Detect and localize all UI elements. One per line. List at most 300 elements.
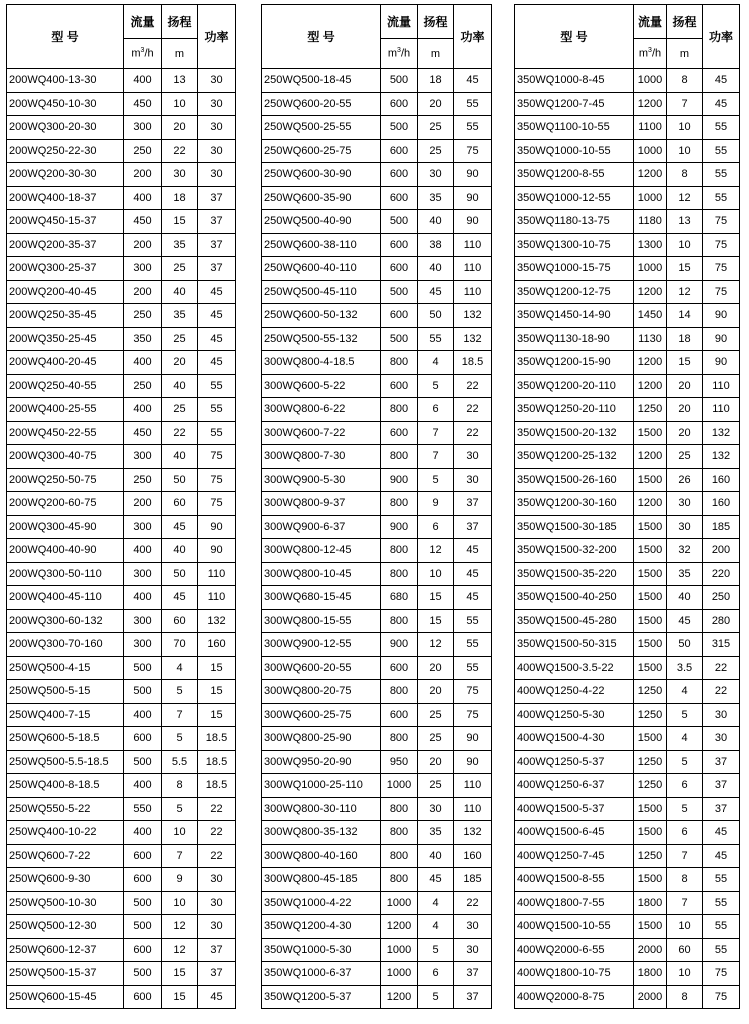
model-cell: 200WQ300-70-160 <box>7 633 124 657</box>
power-cell: 55 <box>703 938 740 962</box>
table-row <box>262 445 492 469</box>
table-row <box>515 938 740 962</box>
flow-cell: 900 <box>381 468 418 492</box>
table-row <box>515 680 740 704</box>
flow-cell: 1500 <box>634 468 667 492</box>
power-cell: 30 <box>198 139 236 163</box>
power-cell: 55 <box>198 398 236 422</box>
flow-cell: 900 <box>381 515 418 539</box>
power-cell: 22 <box>454 421 492 445</box>
pump-spec-table-2 <box>261 4 492 1009</box>
model-cell: 250WQ500-45-110 <box>262 280 381 304</box>
table-row <box>515 421 740 445</box>
power-cell: 132 <box>454 304 492 328</box>
flow-cell: 600 <box>124 985 162 1009</box>
flow-cell: 200 <box>124 163 162 187</box>
model-cell: 400WQ1250-5-37 <box>515 750 634 774</box>
power-cell: 37 <box>198 938 236 962</box>
power-cell: 55 <box>703 116 740 140</box>
head-cell: 50 <box>667 633 703 657</box>
power-cell: 75 <box>703 962 740 986</box>
head-cell: 40 <box>418 210 454 234</box>
flow-cell: 250 <box>124 139 162 163</box>
power-cell: 55 <box>454 116 492 140</box>
flow-unit-base: m <box>638 47 649 60</box>
table-row <box>7 468 236 492</box>
power-cell: 75 <box>198 492 236 516</box>
head-cell: 40 <box>667 586 703 610</box>
model-cell: 250WQ500-5.5-18.5 <box>7 750 124 774</box>
table-row <box>7 562 236 586</box>
model-cell: 200WQ400-18-37 <box>7 186 124 210</box>
power-cell: 160 <box>198 633 236 657</box>
power-cell: 45 <box>454 69 492 93</box>
flow-cell: 200 <box>124 233 162 257</box>
head-cell: 7 <box>667 891 703 915</box>
flow-cell: 450 <box>124 210 162 234</box>
power-cell: 90 <box>198 515 236 539</box>
flow-cell: 1200 <box>634 445 667 469</box>
model-cell: 250WQ500-25-55 <box>262 116 381 140</box>
flow-cell: 1200 <box>634 92 667 116</box>
header-row <box>7 5 236 39</box>
flow-cell: 400 <box>124 586 162 610</box>
table-row <box>7 821 236 845</box>
head-cell: 6 <box>418 515 454 539</box>
table-row <box>7 633 236 657</box>
flow-cell: 1500 <box>634 915 667 939</box>
model-cell: 300WQ600-5-22 <box>262 374 381 398</box>
power-cell: 55 <box>454 656 492 680</box>
power-cell: 45 <box>454 539 492 563</box>
table-row <box>7 915 236 939</box>
model-cell: 400WQ1250-4-22 <box>515 680 634 704</box>
table-row <box>7 727 236 751</box>
head-cell: 20 <box>418 656 454 680</box>
head-cell: 15 <box>418 609 454 633</box>
head-cell: 4 <box>667 727 703 751</box>
table-row <box>7 257 236 281</box>
flow-cell: 400 <box>124 539 162 563</box>
table-row <box>262 304 492 328</box>
flow-cell: 500 <box>381 280 418 304</box>
flow-cell: 600 <box>124 844 162 868</box>
model-cell: 300WQ800-30-110 <box>262 797 381 821</box>
model-cell: 200WQ250-40-55 <box>7 374 124 398</box>
head-cell: 13 <box>162 69 198 93</box>
head-cell: 5 <box>667 797 703 821</box>
flow-cell: 800 <box>381 539 418 563</box>
flow-cell: 1000 <box>381 891 418 915</box>
table-row <box>262 727 492 751</box>
head-cell: 20 <box>418 750 454 774</box>
table-row <box>262 139 492 163</box>
flow-cell: 300 <box>124 633 162 657</box>
head-cell: 6 <box>667 774 703 798</box>
model-cell: 350WQ1250-20-110 <box>515 398 634 422</box>
head-cell: 18 <box>418 69 454 93</box>
flow-cell: 400 <box>124 351 162 375</box>
model-cell: 400WQ1500-6-45 <box>515 821 634 845</box>
flow-cell: 1250 <box>634 750 667 774</box>
model-cell: 300WQ800-4-18.5 <box>262 351 381 375</box>
flow-cell: 600 <box>381 186 418 210</box>
head-cell: 45 <box>418 868 454 892</box>
head-cell: 20 <box>418 92 454 116</box>
flow-cell: 1500 <box>634 821 667 845</box>
head-cell: 7 <box>162 703 198 727</box>
power-cell: 45 <box>198 327 236 351</box>
table-row <box>7 703 236 727</box>
flow-cell: 500 <box>381 210 418 234</box>
head-cell: 50 <box>162 468 198 492</box>
table-row <box>7 233 236 257</box>
table-row <box>515 515 740 539</box>
head-cell: 15 <box>418 586 454 610</box>
table-row <box>262 703 492 727</box>
table-row <box>515 186 740 210</box>
flow-cell: 1000 <box>634 139 667 163</box>
power-cell: 45 <box>703 821 740 845</box>
table-row <box>515 445 740 469</box>
power-header: 功率 <box>198 5 236 69</box>
table-row <box>262 116 492 140</box>
head-cell: 8 <box>667 985 703 1009</box>
head-cell: 20 <box>162 116 198 140</box>
table-row <box>7 586 236 610</box>
table-row <box>262 398 492 422</box>
model-cell: 350WQ1000-15-75 <box>515 257 634 281</box>
power-cell: 75 <box>703 985 740 1009</box>
power-cell: 90 <box>454 727 492 751</box>
flow-cell: 250 <box>124 374 162 398</box>
pump-spec-table-3 <box>514 4 740 1009</box>
model-cell: 400WQ1250-6-37 <box>515 774 634 798</box>
flow-cell: 1500 <box>634 609 667 633</box>
head-cell: 14 <box>667 304 703 328</box>
table-row <box>515 304 740 328</box>
flow-cell: 500 <box>124 680 162 704</box>
flow-cell: 400 <box>124 186 162 210</box>
model-cell: 400WQ2000-8-75 <box>515 985 634 1009</box>
model-cell: 400WQ1500-4-30 <box>515 727 634 751</box>
model-cell: 300WQ800-40-160 <box>262 844 381 868</box>
flow-cell: 1250 <box>634 703 667 727</box>
power-cell: 30 <box>454 468 492 492</box>
model-cell: 250WQ500-5-15 <box>7 680 124 704</box>
head-cell: 10 <box>162 92 198 116</box>
power-cell: 45 <box>703 844 740 868</box>
flow-unit <box>124 39 162 69</box>
flow-cell: 500 <box>124 891 162 915</box>
flow-cell: 800 <box>381 609 418 633</box>
power-cell: 55 <box>198 374 236 398</box>
table-row <box>7 186 236 210</box>
model-cell: 400WQ1500-10-55 <box>515 915 634 939</box>
model-cell: 400WQ1250-7-45 <box>515 844 634 868</box>
model-cell: 300WQ800-9-37 <box>262 492 381 516</box>
power-cell: 22 <box>198 844 236 868</box>
head-cell: 8 <box>667 163 703 187</box>
model-cell: 200WQ300-60-132 <box>7 609 124 633</box>
power-cell: 37 <box>198 962 236 986</box>
power-header: 功率 <box>703 5 740 69</box>
table-row <box>515 327 740 351</box>
model-cell: 250WQ600-30-90 <box>262 163 381 187</box>
flow-cell: 1800 <box>634 962 667 986</box>
power-cell: 30 <box>454 915 492 939</box>
head-cell: 10 <box>667 233 703 257</box>
table-row <box>7 163 236 187</box>
head-cell: 12 <box>162 915 198 939</box>
power-cell: 30 <box>454 445 492 469</box>
flow-cell: 300 <box>124 445 162 469</box>
power-cell: 22 <box>703 680 740 704</box>
head-cell: 7 <box>667 844 703 868</box>
flow-cell: 500 <box>124 915 162 939</box>
model-cell: 350WQ1200-7-45 <box>515 92 634 116</box>
model-cell: 300WQ800-35-132 <box>262 821 381 845</box>
head-cell: 4 <box>667 680 703 704</box>
power-cell: 75 <box>454 680 492 704</box>
table-row <box>7 210 236 234</box>
table-row <box>7 656 236 680</box>
head-cell: 60 <box>162 492 198 516</box>
model-cell: 400WQ1500-3.5-22 <box>515 656 634 680</box>
head-cell: 10 <box>162 891 198 915</box>
model-cell: 300WQ900-6-37 <box>262 515 381 539</box>
flow-cell: 600 <box>381 233 418 257</box>
power-cell: 55 <box>703 868 740 892</box>
table-row <box>7 374 236 398</box>
model-cell: 200WQ400-45-110 <box>7 586 124 610</box>
table-row <box>262 69 492 93</box>
model-cell: 250WQ500-55-132 <box>262 327 381 351</box>
power-cell: 160 <box>454 844 492 868</box>
power-cell: 45 <box>454 562 492 586</box>
power-cell: 55 <box>454 92 492 116</box>
flow-header: 流量 <box>124 5 162 39</box>
table-row <box>262 327 492 351</box>
head-cell: 22 <box>162 421 198 445</box>
model-cell: 350WQ1200-20-110 <box>515 374 634 398</box>
flow-cell: 400 <box>124 774 162 798</box>
flow-cell: 800 <box>381 727 418 751</box>
power-cell: 160 <box>703 468 740 492</box>
flow-cell: 800 <box>381 797 418 821</box>
power-cell: 37 <box>198 186 236 210</box>
model-cell: 250WQ600-12-37 <box>7 938 124 962</box>
model-cell: 250WQ600-7-22 <box>7 844 124 868</box>
head-cell: 40 <box>162 539 198 563</box>
model-cell: 350WQ1200-25-132 <box>515 445 634 469</box>
power-cell: 30 <box>198 915 236 939</box>
flow-cell: 600 <box>381 139 418 163</box>
power-cell: 18.5 <box>198 727 236 751</box>
model-cell: 350WQ1100-10-55 <box>515 116 634 140</box>
head-cell: 5.5 <box>162 750 198 774</box>
model-cell: 350WQ1500-40-250 <box>515 586 634 610</box>
head-cell: 30 <box>667 515 703 539</box>
flow-cell: 300 <box>124 257 162 281</box>
table-row <box>515 210 740 234</box>
table-row <box>515 915 740 939</box>
head-cell: 45 <box>667 609 703 633</box>
flow-cell: 200 <box>124 492 162 516</box>
head-cell: 7 <box>418 421 454 445</box>
head-cell: 9 <box>418 492 454 516</box>
power-cell: 37 <box>198 210 236 234</box>
flow-unit-base: m <box>131 47 141 60</box>
head-cell: 20 <box>667 421 703 445</box>
head-cell: 60 <box>162 609 198 633</box>
model-cell: 300WQ680-15-45 <box>262 586 381 610</box>
flow-cell: 1500 <box>634 868 667 892</box>
head-cell: 10 <box>667 962 703 986</box>
power-cell: 75 <box>454 139 492 163</box>
model-cell: 250WQ500-4-15 <box>7 656 124 680</box>
head-cell: 10 <box>162 821 198 845</box>
power-cell: 132 <box>703 445 740 469</box>
model-header: 型 号 <box>262 5 381 69</box>
table-row <box>7 139 236 163</box>
power-cell: 22 <box>454 374 492 398</box>
model-cell: 250WQ500-18-45 <box>262 69 381 93</box>
table-row <box>515 586 740 610</box>
flow-cell: 300 <box>124 515 162 539</box>
flow-cell: 1300 <box>634 233 667 257</box>
head-cell: 22 <box>162 139 198 163</box>
flow-cell: 1180 <box>634 210 667 234</box>
head-cell: 40 <box>162 445 198 469</box>
head-cell: 10 <box>418 562 454 586</box>
head-cell: 25 <box>418 139 454 163</box>
power-cell: 55 <box>703 186 740 210</box>
power-cell: 55 <box>454 609 492 633</box>
head-cell: 5 <box>418 374 454 398</box>
table-row <box>262 233 492 257</box>
model-cell: 250WQ600-38-110 <box>262 233 381 257</box>
model-cell: 350WQ1180-13-75 <box>515 210 634 234</box>
power-cell: 200 <box>703 539 740 563</box>
model-cell: 350WQ1000-6-37 <box>262 962 381 986</box>
head-cell: 25 <box>418 727 454 751</box>
head-cell: 15 <box>667 257 703 281</box>
power-cell: 30 <box>703 727 740 751</box>
model-cell: 300WQ800-7-30 <box>262 445 381 469</box>
flow-unit-tail: /h <box>400 47 411 60</box>
table-row <box>262 468 492 492</box>
flow-cell: 800 <box>381 398 418 422</box>
model-cell: 300WQ800-15-55 <box>262 609 381 633</box>
head-header: 扬程 <box>162 5 198 39</box>
model-cell: 200WQ400-13-30 <box>7 69 124 93</box>
model-cell: 200WQ450-22-55 <box>7 421 124 445</box>
model-cell: 250WQ500-40-90 <box>262 210 381 234</box>
head-cell: 20 <box>162 351 198 375</box>
flow-cell: 1200 <box>634 280 667 304</box>
model-cell: 300WQ950-20-90 <box>262 750 381 774</box>
head-header: 扬程 <box>418 5 454 39</box>
model-cell: 200WQ300-20-30 <box>7 116 124 140</box>
table-row <box>262 633 492 657</box>
power-cell: 15 <box>198 680 236 704</box>
flow-cell: 600 <box>381 656 418 680</box>
flow-cell: 680 <box>381 586 418 610</box>
flow-cell: 600 <box>381 257 418 281</box>
flow-cell: 600 <box>124 868 162 892</box>
head-cell: 25 <box>418 703 454 727</box>
power-cell: 45 <box>198 280 236 304</box>
model-cell: 350WQ1500-30-185 <box>515 515 634 539</box>
model-cell: 200WQ400-25-55 <box>7 398 124 422</box>
flow-cell: 600 <box>124 938 162 962</box>
head-cell: 5 <box>667 750 703 774</box>
power-cell: 110 <box>703 374 740 398</box>
model-cell: 400WQ1500-5-37 <box>515 797 634 821</box>
model-cell: 400WQ1800-10-75 <box>515 962 634 986</box>
model-cell: 200WQ200-30-30 <box>7 163 124 187</box>
power-cell: 280 <box>703 609 740 633</box>
power-cell: 22 <box>454 891 492 915</box>
flow-cell: 800 <box>381 562 418 586</box>
power-cell: 30 <box>454 938 492 962</box>
table-row <box>7 750 236 774</box>
head-cell: 25 <box>162 398 198 422</box>
flow-unit-tail: /h <box>144 47 154 60</box>
power-cell: 160 <box>703 492 740 516</box>
model-header: 型 号 <box>7 5 124 69</box>
model-cell: 350WQ1000-10-55 <box>515 139 634 163</box>
table-row <box>262 797 492 821</box>
head-cell: 8 <box>162 774 198 798</box>
table-row <box>515 398 740 422</box>
table-row <box>515 139 740 163</box>
model-cell: 300WQ600-25-75 <box>262 703 381 727</box>
table-row <box>515 351 740 375</box>
power-cell: 30 <box>198 116 236 140</box>
power-cell: 37 <box>198 233 236 257</box>
flow-unit-sup: 3 <box>648 47 652 55</box>
power-cell: 30 <box>198 69 236 93</box>
flow-cell: 300 <box>124 609 162 633</box>
flow-cell: 600 <box>381 421 418 445</box>
model-cell: 350WQ1500-32-200 <box>515 539 634 563</box>
table-row <box>515 562 740 586</box>
model-cell: 250WQ600-9-30 <box>7 868 124 892</box>
head-cell: 8 <box>667 69 703 93</box>
table-row <box>515 868 740 892</box>
head-cell: 3.5 <box>667 656 703 680</box>
table-row <box>262 257 492 281</box>
model-cell: 350WQ1200-30-160 <box>515 492 634 516</box>
power-cell: 15 <box>198 656 236 680</box>
power-cell: 132 <box>198 609 236 633</box>
head-header: 扬程 <box>667 5 703 39</box>
head-cell: 18 <box>667 327 703 351</box>
head-cell: 45 <box>418 280 454 304</box>
power-cell: 22 <box>198 797 236 821</box>
table-row <box>262 421 492 445</box>
head-cell: 7 <box>667 92 703 116</box>
head-cell: 60 <box>667 938 703 962</box>
flow-cell: 2000 <box>634 938 667 962</box>
head-cell: 50 <box>162 562 198 586</box>
model-cell: 250WQ600-35-90 <box>262 186 381 210</box>
table-row <box>515 774 740 798</box>
flow-cell: 550 <box>124 797 162 821</box>
power-cell: 110 <box>198 586 236 610</box>
